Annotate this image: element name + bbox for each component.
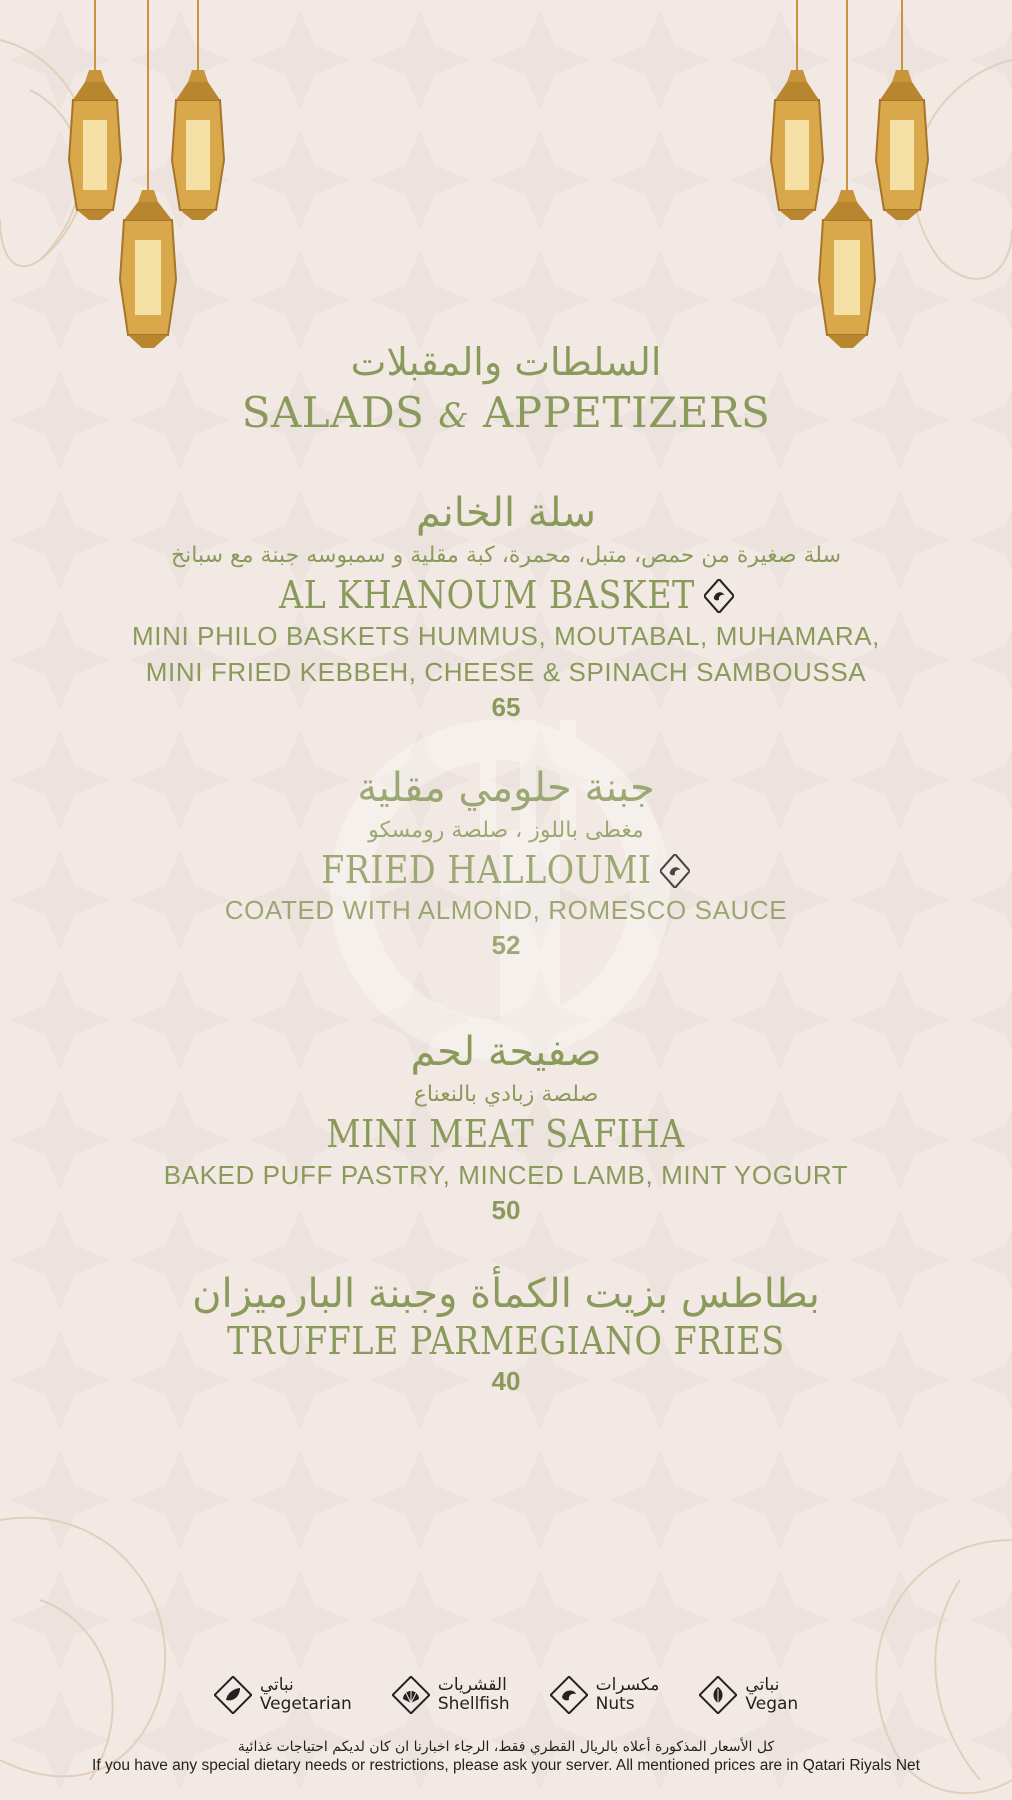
item-name-arabic: بطاطس بزيت الكمأة وجبنة البارميزان: [192, 1271, 820, 1318]
legend-item-vegetarian: [214, 1676, 352, 1714]
menu-item-truffle-fries: [0, 1269, 1012, 1398]
nuts-icon: [550, 1676, 588, 1714]
menu-item-fried-halloumi: [0, 763, 1012, 963]
item-description-arabic: سلة صغيرة من حمص، متبل، محمرة، كبة مقلية و سمبوسه جبنة مع سبانخ: [170, 543, 842, 569]
item-name-arabic: صفيحة لحم: [410, 1028, 602, 1075]
legend-label-english: Vegan: [745, 1694, 799, 1714]
menu-item-mini-meat-safiha: [0, 1027, 1012, 1227]
item-description-arabic: مغطى باللوز ، صلصة رومسكو: [368, 817, 644, 843]
lanterns-right-decoration: [712, 0, 972, 360]
section-title-part1: SALADS: [241, 387, 425, 437]
legend-item-vegan: [699, 1676, 798, 1714]
legend-item-nuts: [550, 1676, 660, 1714]
dietary-legend: [0, 1676, 1012, 1714]
item-price: 52: [491, 930, 521, 961]
item-name-english-row: [227, 1319, 785, 1365]
footer-note-arabic: كل الأسعار المذكورة أعلاه بالريال القطري فقط، الرجاء اخبارنا ان كان لديكم احتياجات غذائية: [237, 1739, 775, 1755]
item-name-english-row: [321, 848, 690, 894]
section-title-ampersand: &: [438, 395, 470, 436]
item-price: 40: [491, 1366, 521, 1397]
legend-label-arabic: نباتي: [259, 1675, 294, 1696]
item-price: 65: [491, 691, 521, 722]
item-name-arabic: جبنة حلومي مقلية: [357, 764, 655, 811]
legend-label-arabic: القشريات: [437, 1675, 507, 1696]
nuts-icon: [703, 579, 733, 613]
item-price: 50: [491, 1194, 521, 1225]
item-description-english-line1: MINI PHILO BASKETS HUMMUS, MOUTABAL, MUHAMARA,: [132, 620, 880, 651]
legend-label-english: Nuts: [595, 1694, 635, 1714]
vegetarian-icon: [214, 1676, 252, 1714]
item-name-english-row: [279, 573, 734, 619]
footer-note: [0, 1738, 1012, 1776]
item-name-english: FRIED HALLOUMI: [321, 847, 652, 892]
footer-note-english: If you have any special dietary needs or restrictions, please ask your server. All mentioned prices are in Qatari Riyals Net: [92, 1757, 920, 1775]
shellfish-icon: [392, 1676, 430, 1714]
menu-item-al-khanoum-basket: [0, 488, 1012, 724]
section-title-english: [0, 386, 1012, 441]
menu-content: [0, 330, 1012, 1399]
legend-label-english: Shellfish: [437, 1694, 510, 1714]
item-description-english-line1: COATED WITH ALMOND, ROMESCO SAUCE: [224, 895, 788, 926]
section-title-arabic: السلطات والمقبلات: [350, 340, 662, 384]
lanterns-left-decoration: [40, 0, 300, 360]
nuts-icon: [661, 854, 691, 888]
vegan-icon: [699, 1676, 737, 1714]
item-description-english-line1: BAKED PUFF PASTRY, MINCED LAMB, MINT YOGURT: [163, 1159, 849, 1190]
item-description-arabic: صلصة زبادي بالنعناع: [413, 1081, 599, 1107]
legend-label-english: Vegetarian: [259, 1694, 352, 1714]
section-title-part2: APPETIZERS: [482, 387, 771, 437]
item-name-english: AL KHANOUM BASKET: [278, 573, 695, 618]
legend-item-shellfish: [392, 1676, 510, 1714]
item-name-english: MINI MEAT SAFIHA: [326, 1112, 686, 1157]
item-description-english-line2: MINI FRIED KEBBEH, CHEESE & SPINACH SAMBOUSSA: [145, 656, 867, 687]
item-name-arabic: سلة الخانم: [416, 490, 596, 537]
item-name-english: TRUFFLE PARMEGIANO FRIES: [227, 1319, 785, 1364]
item-name-english-row: [327, 1112, 685, 1158]
legend-label-arabic: مكسرات: [595, 1675, 660, 1696]
legend-label-arabic: نباتي: [745, 1675, 780, 1696]
